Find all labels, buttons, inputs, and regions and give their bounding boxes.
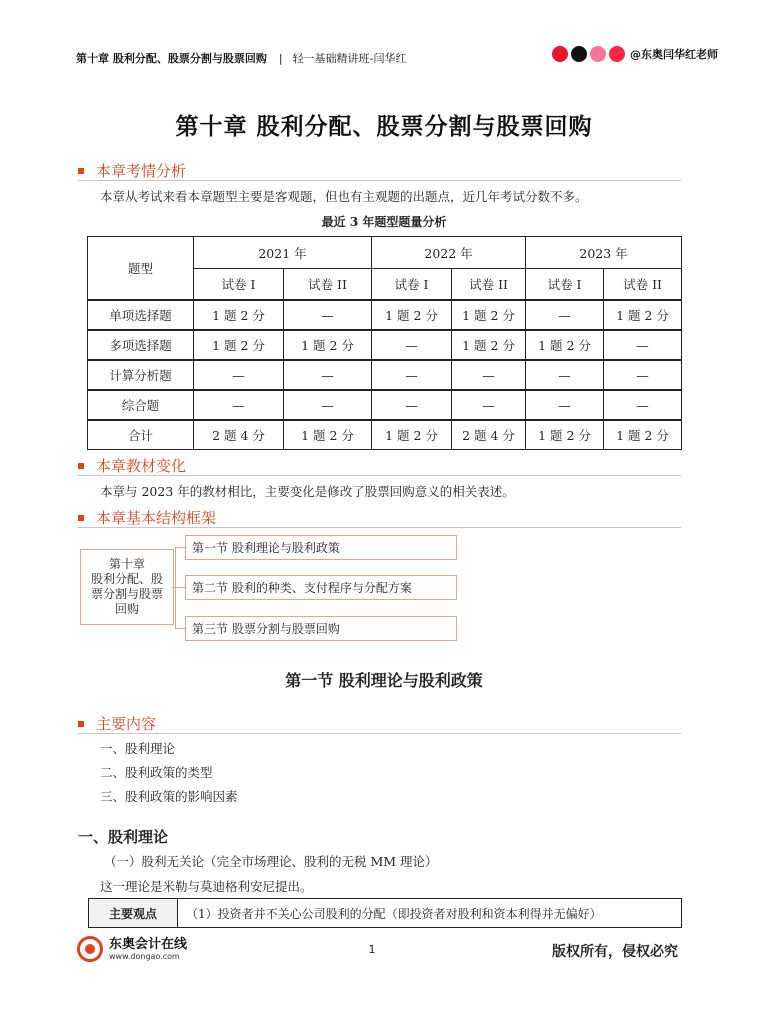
paper-header: 试卷 I (526, 269, 604, 301)
table-cell: — (284, 300, 372, 330)
table-cell: — (372, 390, 452, 420)
table-cell: 1 题 2 分 (372, 420, 452, 450)
table-cell: 1 题 2 分 (604, 420, 682, 450)
social-handle: @东奥闫华红老师 (630, 48, 718, 61)
table-cell: 1 题 2 分 (372, 300, 452, 330)
year-header: 2023 年 (526, 237, 682, 269)
row-type: 多项选择题 (88, 330, 194, 360)
row-type: 合计 (88, 420, 194, 450)
connector-line (175, 628, 185, 629)
row-type: 综合题 (88, 390, 194, 420)
table-row (88, 390, 682, 420)
section-heading-text: 本章基本结构框架 (96, 509, 217, 527)
header-course: 轻一基础精讲班-闫华红 (292, 52, 407, 65)
row-type: 单项选择题 (88, 300, 194, 330)
views-key: 主要观点 (89, 899, 178, 928)
table-cell: 1 题 2 分 (194, 330, 284, 360)
chapter-title: 第十章 股利分配、股票分割与股票回购 (175, 113, 593, 140)
section-divider (78, 180, 681, 181)
table-cell: 1 题 2 分 (194, 300, 284, 330)
section-heading-exam-analysis (78, 160, 186, 181)
paper-header: 试卷 II (284, 269, 372, 301)
table-caption: 最近 3 年题型题量分析 (321, 215, 447, 229)
table-cell: — (526, 390, 604, 420)
table-cell: 1 题 2 分 (526, 330, 604, 360)
table-row (88, 330, 682, 360)
table-cell: — (604, 360, 682, 390)
table-cell: — (372, 330, 452, 360)
section-heading-main-content (78, 713, 156, 734)
table-row (89, 899, 682, 928)
paper-header: 试卷 II (452, 269, 526, 301)
table-cell: — (194, 390, 284, 420)
structure-section-box: 第二节 股利的种类、支付程序与分配方案 (185, 575, 457, 600)
table-cell: 1 题 2 分 (452, 330, 526, 360)
score-table (87, 236, 682, 450)
section-divider (78, 733, 681, 734)
header-chapter-label: 第十章 股利分配、股票分割与股票回购 (76, 52, 267, 65)
list-item: 一、股利理论 (100, 741, 176, 756)
chapter-box-line: 股利分配、股 (90, 572, 163, 586)
list-item: 二、股利政策的类型 (100, 765, 213, 780)
table-cell: — (194, 360, 284, 390)
table-cell: — (604, 330, 682, 360)
structure-section-box: 第一节 股利理论与股利政策 (185, 535, 457, 560)
chapter-box (80, 549, 174, 625)
views-value: （1）投资者并不关心公司股利的分配（即投资者对股利和资本利得并无偏好） (178, 899, 682, 928)
page-number: 1 (368, 943, 376, 956)
header-separator: | (278, 52, 283, 65)
connector-line (175, 587, 185, 588)
paper-header: 试卷 I (194, 269, 284, 301)
exam-analysis-text: 本章从考试来看本章题型主要是客观题，但也有主观题的出题点，近几年考试分数不多。 (100, 189, 588, 204)
theory-heading: 一、股利理论 (78, 828, 169, 846)
section-heading-changes (78, 455, 186, 476)
table-cell: 1 题 2 分 (526, 420, 604, 450)
section-bullet-icon (78, 515, 84, 521)
table-cell: — (284, 360, 372, 390)
table-cell: — (452, 360, 526, 390)
section-bullet-icon (78, 721, 84, 727)
theory-subheading: （一）股利无关论（完全市场理论、股利的无税 MM 理论） (104, 854, 438, 869)
section-divider (78, 527, 681, 528)
weibo-icon[interactable] (552, 46, 568, 62)
section1-title: 第一节 股利理论与股利政策 (285, 671, 483, 690)
douyin-icon[interactable] (571, 46, 587, 62)
section-divider (78, 475, 681, 476)
table-cell: — (526, 300, 604, 330)
logo-name: 东奥会计在线 (109, 936, 188, 952)
connector-line (175, 547, 185, 548)
table-row (88, 360, 682, 390)
section-bullet-icon (78, 168, 84, 174)
table-row-header: 题型 (88, 237, 194, 301)
chapter-box-line: 第十章 (108, 557, 145, 571)
structure-section-box: 第三节 股票分割与股票回购 (185, 616, 457, 641)
header-chapter-info (76, 50, 407, 66)
year-header: 2022 年 (372, 237, 526, 269)
chapter-box-line: 票分割与股票 (90, 587, 163, 601)
year-header: 2021 年 (194, 237, 372, 269)
paper-header: 试卷 I (372, 269, 452, 301)
paper-header: 试卷 II (604, 269, 682, 301)
footer-logo[interactable] (77, 936, 187, 962)
table-cell: — (452, 390, 526, 420)
table-cell: 1 题 2 分 (604, 300, 682, 330)
bilibili-icon[interactable] (590, 46, 606, 62)
table-cell: 1 题 2 分 (452, 300, 526, 330)
table-cell: 1 题 2 分 (284, 420, 372, 450)
section-heading-structure (78, 507, 216, 528)
table-cell: — (604, 390, 682, 420)
list-item: 三、股利政策的影响因素 (100, 789, 238, 804)
views-table (88, 898, 682, 928)
section-heading-text: 本章考情分析 (96, 162, 187, 180)
xiaohongshu-icon[interactable] (609, 46, 625, 62)
table-row-total (88, 420, 682, 450)
section-heading-text: 本章教材变化 (96, 457, 187, 475)
chapter-box-line: 回购 (114, 602, 139, 616)
section-bullet-icon (78, 463, 84, 469)
table-cell: 2 题 4 分 (452, 420, 526, 450)
table-cell: 2 题 4 分 (194, 420, 284, 450)
row-type: 计算分析题 (88, 360, 194, 390)
table-cell: 1 题 2 分 (284, 330, 372, 360)
section-heading-text: 主要内容 (96, 715, 157, 733)
table-cell: — (372, 360, 452, 390)
copyright-text: 版权所有，侵权必究 (552, 944, 678, 960)
table-cell: — (526, 360, 604, 390)
dongao-logo-icon (77, 936, 103, 962)
header-social (552, 44, 718, 64)
changes-text: 本章与 2023 年的教材相比，主要变化是修改了股票回购意义的相关表述。 (100, 484, 515, 499)
logo-url: www.dongao.com (109, 951, 180, 961)
table-cell: — (284, 390, 372, 420)
theory-text: 这一理论是米勒与莫迪格利安尼提出。 (100, 879, 313, 894)
table-row (88, 300, 682, 330)
